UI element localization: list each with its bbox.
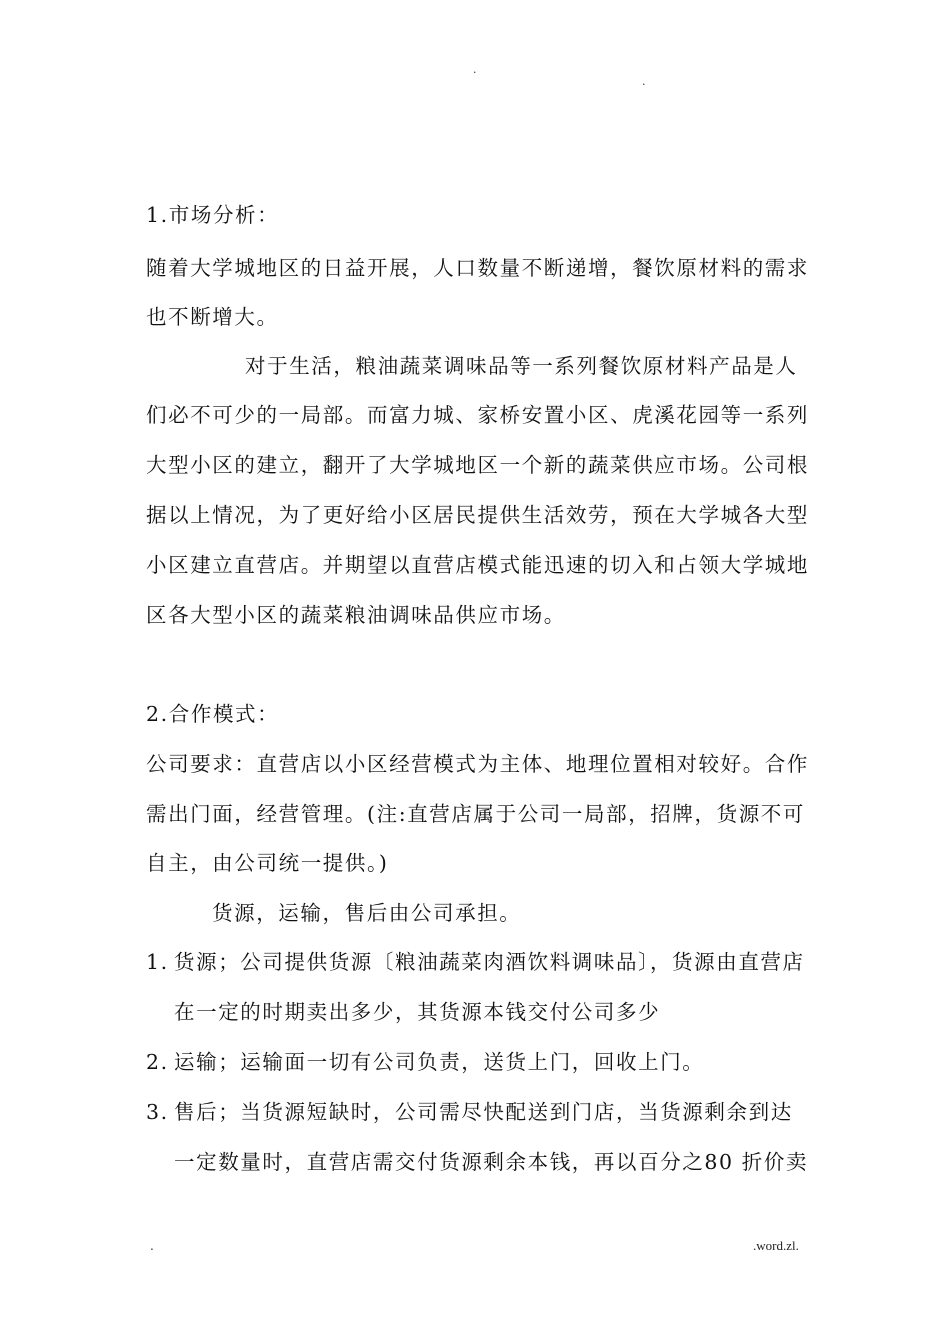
paragraph-line: 需出门面，经营管理。(注:直营店属于公司一局部，招牌，货源不可	[146, 802, 806, 826]
footer-text: .word.zl.	[753, 1238, 799, 1253]
list-number: 2.	[146, 1050, 169, 1074]
header-dot: .	[473, 63, 477, 76]
paragraph-line: 对于生活，粮油蔬菜调味品等一系列餐饮原材料产品是人	[245, 354, 798, 378]
list-item-continuation: 一定数量时，直营店需交付货源剩余本钱，再以百分之80 折价卖	[174, 1150, 809, 1174]
paragraph-line: 据以上情况，为了更好给小区居民提供生活效劳，预在大学城各大型	[146, 503, 809, 527]
list-item-text: 货源；公司提供货源〔粮油蔬菜肉酒饮料调味品〕，货源由直营店	[174, 950, 805, 974]
paragraph-line: 公司要求：直营店以小区经营模式为主体、地理位置相对较好。合作	[146, 752, 809, 776]
paragraph-line: 货源，运输，售后由公司承担。	[212, 901, 522, 925]
paragraph-line: 大型小区的建立，翻开了大学城地区一个新的蔬菜供应市场。公司根	[146, 453, 809, 477]
list-item	[146, 950, 805, 974]
section-heading: 1.市场分析：	[146, 203, 280, 227]
paragraph-line: 小区建立直营店。并期望以直营店模式能迅速的切入和占领大学城地	[146, 553, 809, 577]
list-number: 1.	[146, 950, 169, 974]
list-number: 3.	[146, 1100, 169, 1124]
list-item-text: 运输；运输面一切有公司负责，送货上门，回收上门。	[174, 1050, 705, 1074]
section-heading: 2.合作模式：	[146, 702, 280, 726]
paragraph-line: 自主，由公司统一提供。)	[146, 851, 389, 875]
list-item	[146, 1050, 704, 1074]
list-item-text: 售后；当货源短缺时，公司需尽快配送到门店，当货源剩余到达	[174, 1100, 793, 1124]
list-item	[146, 1100, 793, 1124]
header-dot: .	[642, 75, 646, 88]
paragraph-line: 们必不可少的一局部。而富力城、家桥安置小区、虎溪花园等一系列	[146, 403, 809, 427]
paragraph-line: 也不断增大。	[146, 305, 279, 329]
list-item-continuation: 在一定的时期卖出多少，其货源本钱交付公司多少	[174, 1000, 661, 1024]
paragraph-line: 区各大型小区的蔬菜粮油调味品供应市场。	[146, 603, 566, 627]
footer-dot: .	[150, 1239, 154, 1253]
paragraph-line: 随着大学城地区的日益开展，人口数量不断递增，餐饮原材料的需求	[146, 256, 809, 280]
